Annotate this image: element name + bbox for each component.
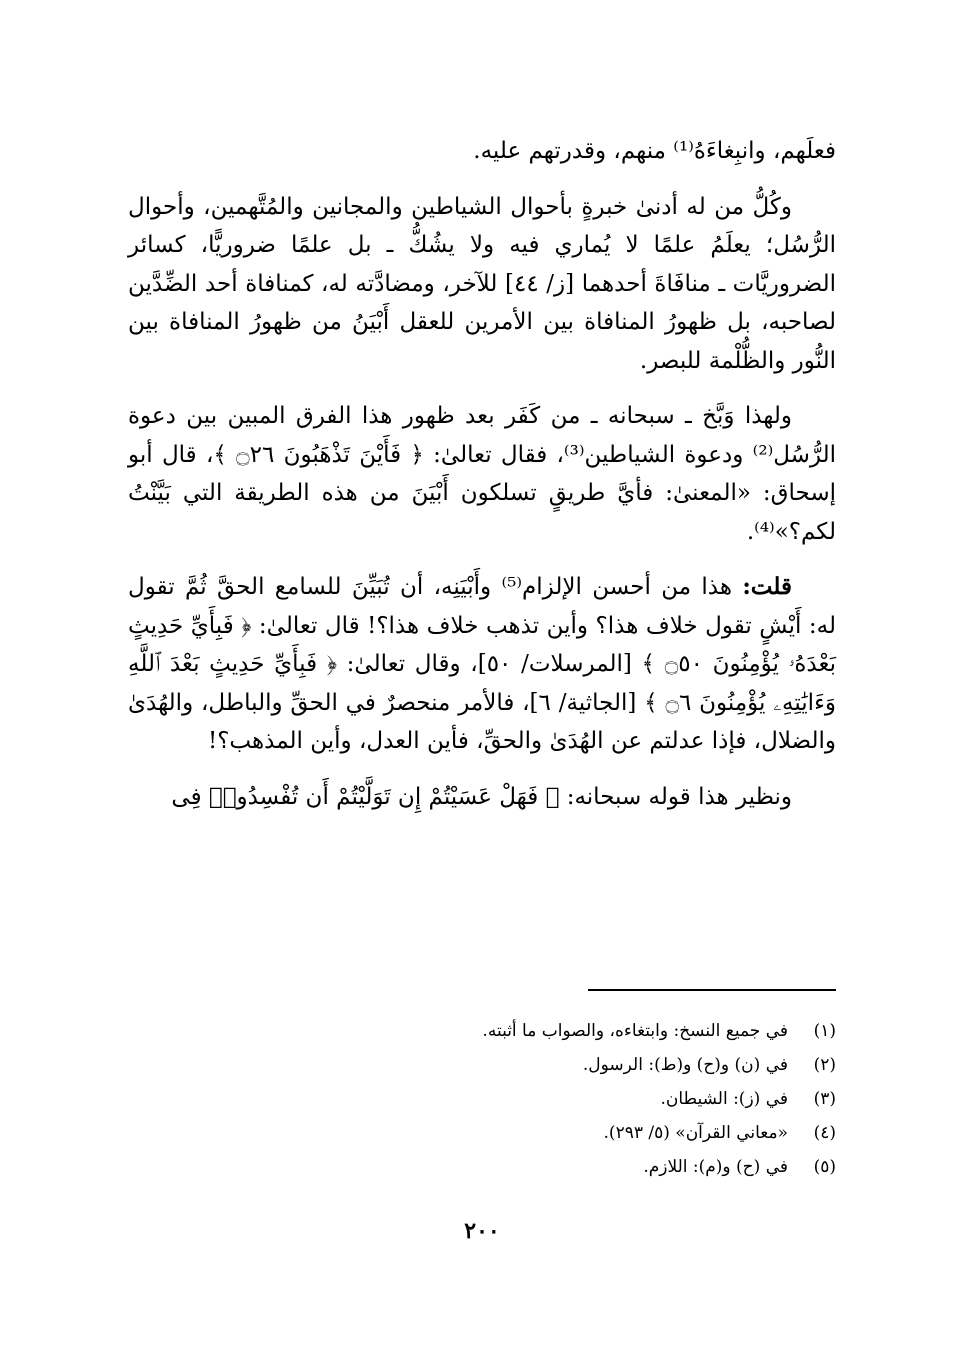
qultu-lead: قلت: — [742, 573, 792, 600]
footnote-separator — [588, 989, 836, 991]
footnote-number: (٥) — [813, 1157, 836, 1177]
page-number: ٢٠٠ — [464, 1218, 500, 1244]
footnote — [300, 1082, 836, 1116]
footnote-number: (٣) — [813, 1089, 836, 1109]
paragraph-3: ولهذا وَبَّخ ـ سبحانه ـ من كَفَر بعد ظهور هذا الفرق المبين بين دعوة الرُّسُل⁽²⁾ ودعوة الشياطين⁽³⁾، فقال تعالىٰ: ﴿ فَأَيْنَ تَذْهَبُونَ ۝٢٦ ﴾، قال أبو إسحاق: «المعنىٰ: فأيَّ طريقٍ تسلكون أَبْيَنَ من هذه الطريقة التي بَيَّنْتُ لكم؟»⁽⁴⁾. — [128, 403, 836, 545]
paragraph-2: وكُلُّ من له أدنىٰ خبرةٍ بأحوال الشياطين والمجانين والمُتَّهمين، وأحوال الرُّسُل؛ يعلَمُ علمًا لا يُماري فيه ولا يشُكُّ ـ بل علمًا ضروريًّا، كسائر الضروريَّات ـ منافَاةَ أحدهما [ز/ ٤٤] للآخر، ومضادَّته له، كمنافاة أحد الضِّدَّين لصاحبه، بل ظهورُ المنافاة بين الأمرين للعقل أَبْيَنُ من ظهورُ المنافاة بين النُّور والظُّلْمة للبصر. — [128, 193, 836, 374]
footnote — [300, 1150, 836, 1184]
paragraph-4-text: هذا من أحسن الإلزام⁽⁵⁾ وأَبْيَنِه، أن تُبَيِّنَ للسامع الحقَّ ثُمَّ تقول له: أَيْشٍ تقول خلاف هذا؟ وأين تذهب خلاف هذا؟! قال تعالىٰ: ﴿ فَبِأَيِّ حَدِيثٍ بَعْدَهُۥ يُؤْمِنُونَ ۝٥٠ ﴾ [المرسلات/ ٥٠]، وقال تعالىٰ: ﴿ فَبِأَيِّ حَدِيثٍ بَعْدَ ٱللَّهِ وَءَايَٰتِهِۦ يُؤْمِنُونَ ۝٦ ﴾ [الجاثية/ ٦]، فالأمر منحصرٌ في الحقِّ والباطل، والهُدَىٰ والضلال، فإذا عدلتم عن الهُدَىٰ والحقِّ، فأين العدل، وأين المذهب؟! — [128, 574, 836, 754]
footnote-text: في جميع النسخ: وابتغاءه، والصواب ما أثبته. — [482, 1021, 788, 1041]
footnote — [300, 1014, 836, 1048]
footnotes — [300, 1014, 836, 1184]
paragraph-1: فعلَهم، وانبِغاءَهُ⁽¹⁾ منهم، وقدرتهم عليه. — [473, 138, 836, 164]
footnote-text: في (ح) و(م): اللازم. — [643, 1157, 788, 1177]
paragraph-4 — [128, 568, 836, 761]
footnote-text: في (ن) و(ح) و(ط): الرسول. — [582, 1055, 788, 1075]
footnote-text: في (ز): الشيطان. — [660, 1089, 788, 1109]
footnote-number: (٤) — [813, 1123, 836, 1143]
footnote — [300, 1116, 836, 1150]
main-text — [128, 132, 836, 816]
footnote — [300, 1048, 836, 1082]
footnote-text: «معاني القرآن» (٥/ ٢٩٣). — [603, 1123, 788, 1143]
footnote-number: (١) — [813, 1021, 836, 1041]
footnote-number: (٢) — [813, 1055, 836, 1075]
paragraph-5: ونظير هذا قوله سبحانه: ﴿ فَهَلْ عَسَيْتُمْ إِن تَوَلَّيْتُمْ أَن تُفْسِدُوا۟ فِى — [171, 783, 792, 810]
